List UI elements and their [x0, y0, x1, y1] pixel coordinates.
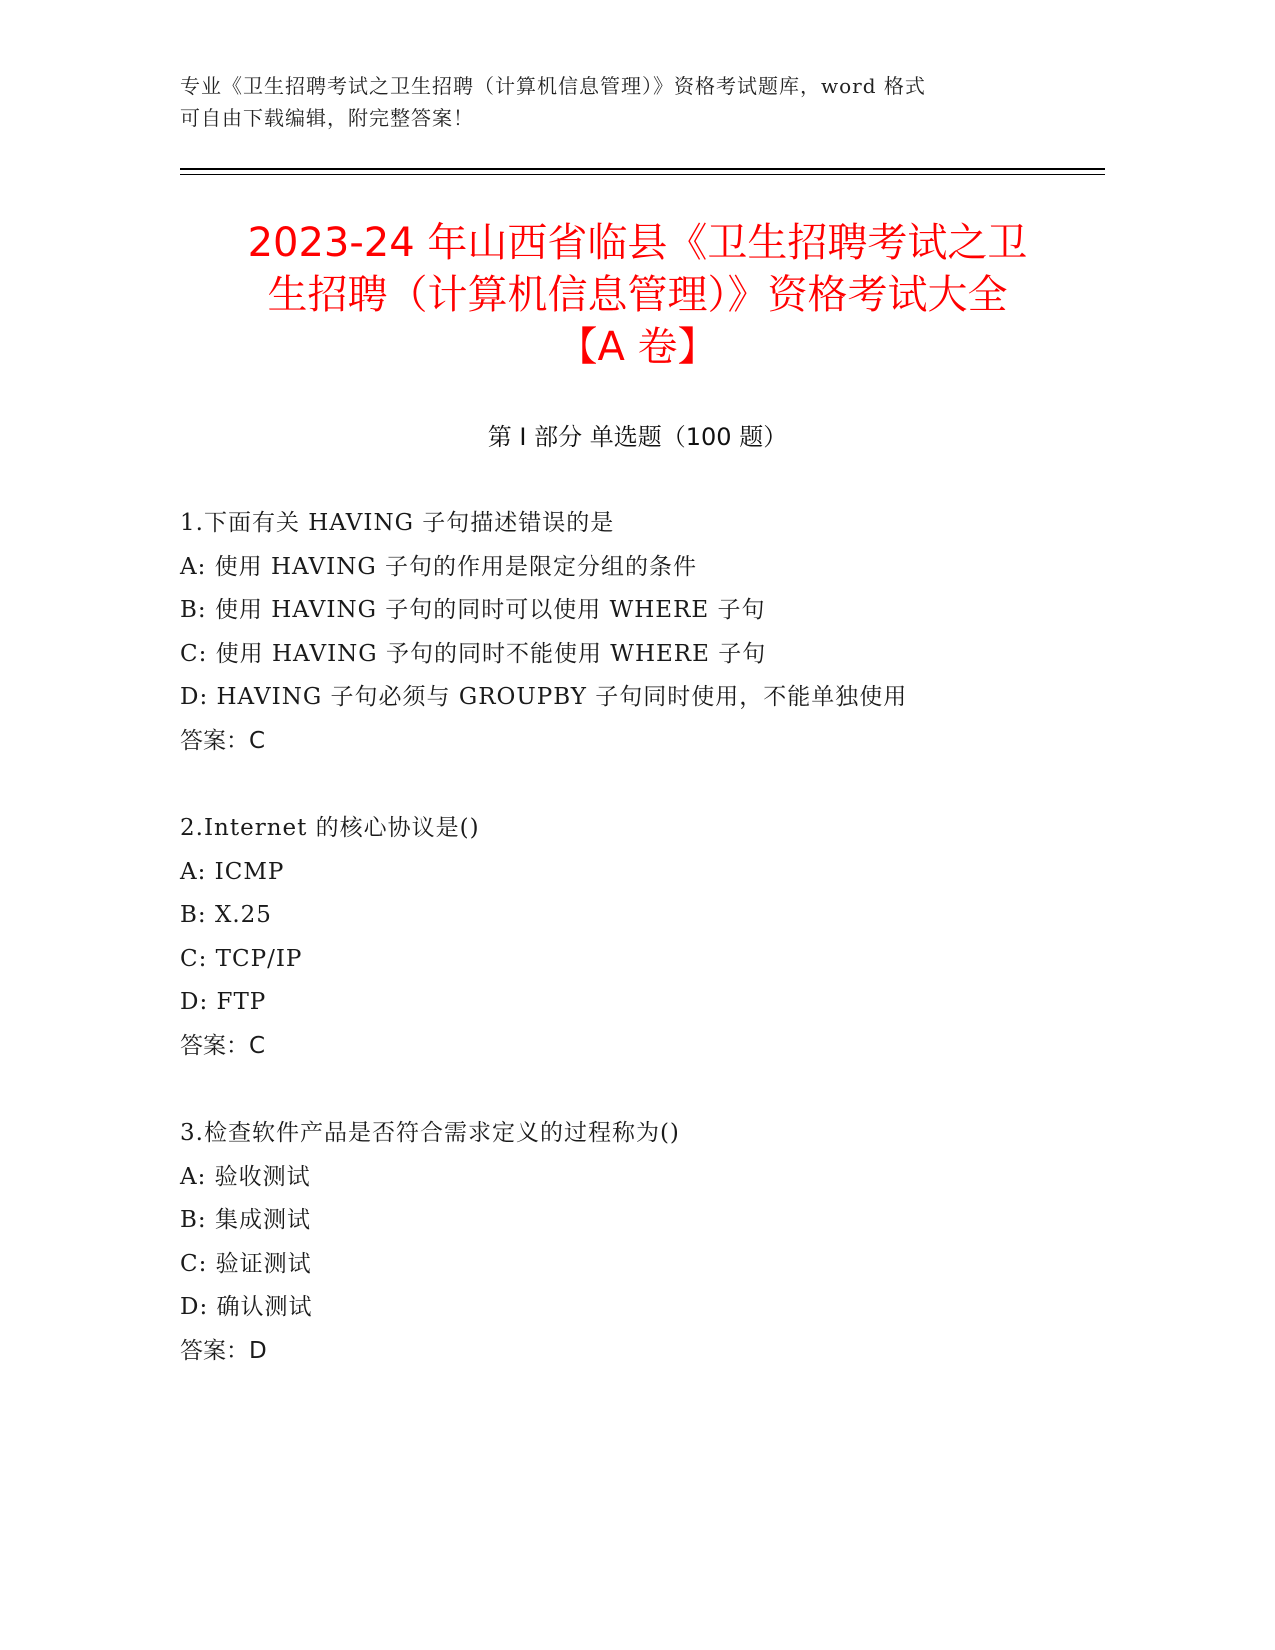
question-1 — [180, 502, 1100, 763]
question-stem: 2.Internet 的核心协议是() — [180, 815, 480, 841]
header-divider-thin — [180, 174, 1105, 175]
question-2 — [180, 807, 1100, 1068]
answer-line: 答案：D — [180, 1337, 267, 1364]
document-title — [150, 217, 1125, 373]
header-divider-thick — [180, 168, 1105, 170]
option-d: D: FTP — [180, 989, 267, 1015]
question-stem: 3.检查软件产品是否符合需求定义的过程称为() — [180, 1120, 680, 1146]
header-note — [180, 70, 1040, 134]
question-list — [180, 502, 1100, 1417]
section-heading: 第 I 部分 单选题（100 题） — [487, 423, 788, 451]
document-title-line-2: 生招聘（计算机信息管理）》资格考试大全 — [267, 272, 1008, 318]
document-title-line-3: 【A 卷】 — [557, 324, 718, 370]
option-c: C: TCP/IP — [180, 945, 303, 972]
option-a: A: 验收测试 — [180, 1163, 311, 1190]
option-d: D: 确认测试 — [180, 1294, 313, 1320]
option-c: C: 使用 HAVING 予句的同时不能使用 WHERE 子句 — [180, 640, 767, 667]
option-b: B: 集成测试 — [180, 1207, 311, 1233]
option-b: B: 使用 HAVING 子句的同时可以使用 WHERE 子句 — [180, 597, 766, 623]
question-3 — [180, 1112, 1100, 1373]
header-note-line-1: 专业《卫生招聘考试之卫生招聘（计算机信息管理）》资格考试题库，word 格式 — [180, 74, 926, 98]
option-b: B: X.25 — [180, 902, 272, 928]
header-note-line-2: 可自由下载编辑，附完整答案！ — [180, 106, 474, 130]
answer-line: 答案：C — [180, 727, 266, 754]
option-a: A: ICMP — [180, 858, 285, 885]
option-a: A: 使用 HAVING 子句的作用是限定分组的条件 — [180, 553, 698, 580]
document-title-line-1: 2023-24 年山西省临县《卫生招聘考试之卫 — [247, 220, 1028, 266]
question-stem: 1.下面有关 HAVING 子句描述错误的是 — [180, 510, 615, 536]
option-c: C: 验证测试 — [180, 1250, 312, 1277]
answer-line: 答案：C — [180, 1032, 266, 1059]
option-d: D: HAVING 子句必须与 GROUPBY 子句同时使用，不能单独使用 — [180, 684, 908, 710]
